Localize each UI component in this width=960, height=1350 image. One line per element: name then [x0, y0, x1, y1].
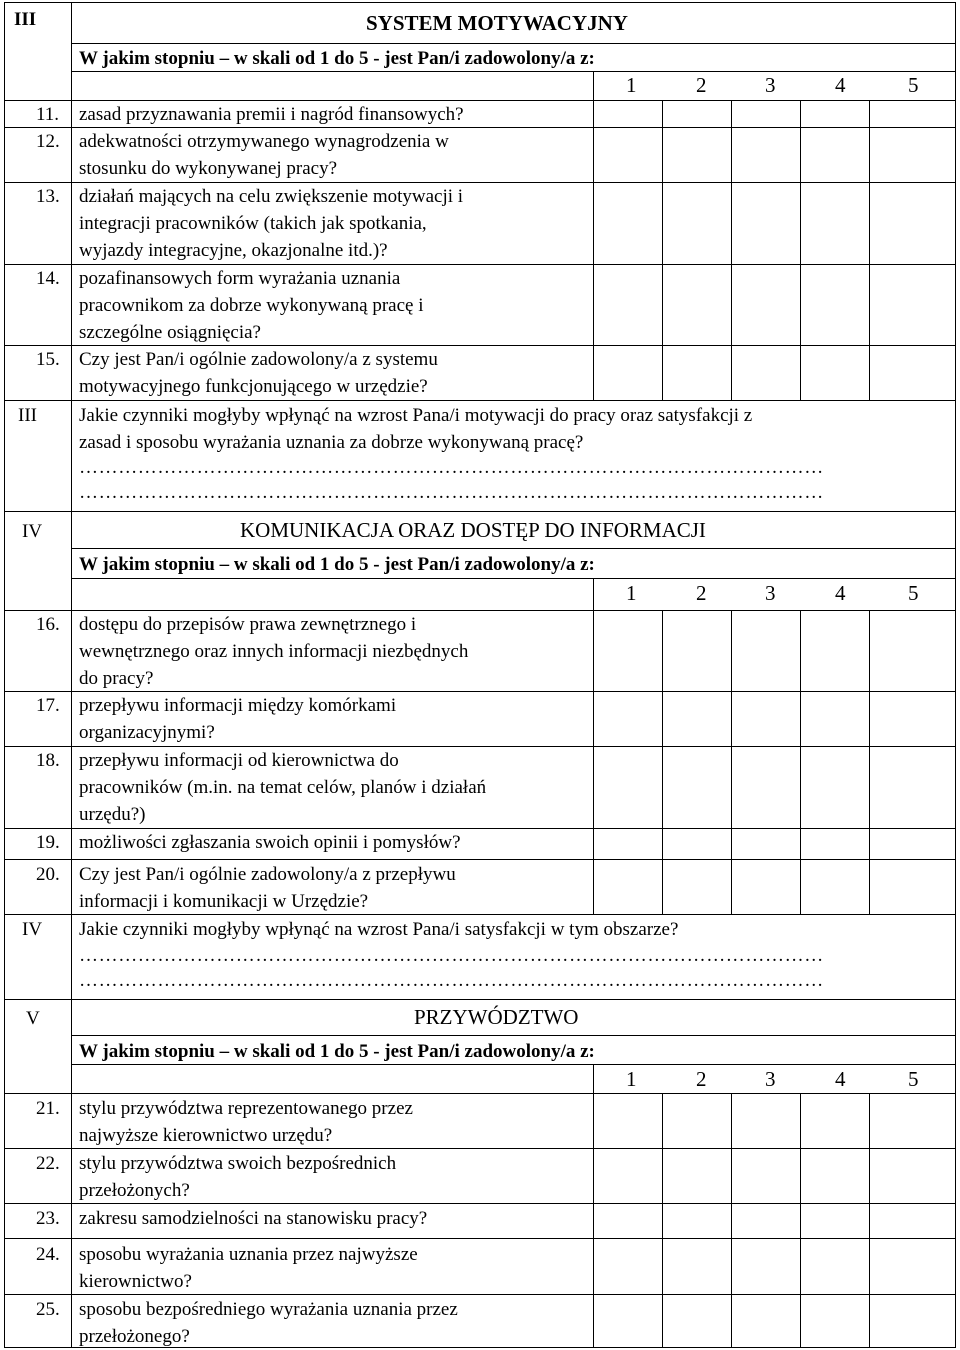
- scale-divider: [800, 100, 801, 401]
- scale-label-4: 4: [835, 73, 846, 97]
- question-text: motywacyjnego funkcjonującego w urzędzie?: [79, 376, 428, 397]
- section-number: V: [26, 1008, 40, 1029]
- question-number: 16.: [36, 614, 60, 635]
- scale-divider: [731, 1093, 732, 1348]
- question-text: przepływu informacji od kierownictwa do: [79, 750, 399, 771]
- question-number: 23.: [36, 1208, 60, 1229]
- row-line: [4, 859, 956, 860]
- section-number: IV: [22, 521, 43, 542]
- scale-divider: [800, 1093, 801, 1348]
- question-text: informacji i komunikacji w Urzędzie?: [79, 891, 369, 912]
- scale-divider: [662, 100, 663, 401]
- row-line: [4, 746, 956, 747]
- table-border: [4, 2, 5, 1348]
- row-line: [4, 691, 956, 692]
- scale-label-5: 5: [908, 73, 919, 97]
- scale-label-2: 2: [696, 1067, 707, 1091]
- row-line: [72, 1064, 956, 1065]
- question-number: 15.: [36, 349, 60, 370]
- row-line: [72, 1035, 956, 1036]
- question-number: 17.: [36, 695, 60, 716]
- table-border: [4, 2, 956, 3]
- row-line: [4, 511, 956, 512]
- question-number: 22.: [36, 1153, 60, 1174]
- scale-label-2: 2: [696, 73, 707, 97]
- scale-prompt: W jakim stopniu – w skali od 1 do 5 - jest Pan/i zadowolony/a z:: [79, 554, 595, 575]
- question-number: 12.: [36, 131, 60, 152]
- question-text: Czy jest Pan/i ogólnie zadowolony/a z systemu: [79, 349, 438, 370]
- question-text: stosunku do wykonywanej pracy?: [79, 158, 338, 179]
- row-line: [4, 100, 956, 101]
- question-text: pozafinansowych form wyrażania uznania: [79, 268, 401, 289]
- question-number: 25.: [36, 1299, 60, 1320]
- row-line: [4, 610, 956, 611]
- question-text: szczególne osiągnięcia?: [79, 322, 261, 343]
- question-text: sposobu wyrażania uznania przez najwyższe: [79, 1244, 418, 1265]
- question-text: kierownictwo?: [79, 1271, 192, 1292]
- question-number: 13.: [36, 186, 60, 207]
- question-text: do pracy?: [79, 668, 154, 689]
- question-text: zasad przyznawania premii i nagród finansowych?: [79, 104, 464, 125]
- question-text: adekwatności otrzymywanego wynagrodzenia w: [79, 131, 449, 152]
- answer-line[interactable]: ……………………………………………………………………………………………………: [79, 482, 824, 503]
- scale-label-3: 3: [765, 581, 776, 605]
- question-text: urzędu?): [79, 804, 146, 825]
- section-title: SYSTEM MOTYWACYJNY: [366, 11, 628, 35]
- scale-divider: [662, 610, 663, 915]
- table-border: [955, 2, 956, 1348]
- row-line: [4, 914, 956, 915]
- row-line: [4, 999, 956, 1000]
- row-line: [72, 578, 956, 579]
- question-text: przepływu informacji między komórkami: [79, 695, 397, 716]
- question-text: możliwości zgłaszania swoich opinii i pomysłów?: [79, 832, 461, 853]
- answer-line[interactable]: ……………………………………………………………………………………………………: [79, 945, 824, 966]
- scale-label-1: 1: [626, 73, 637, 97]
- scale-label-3: 3: [765, 1067, 776, 1091]
- scale-label-4: 4: [835, 1067, 846, 1091]
- question-text: dostępu do przepisów prawa zewnętrznego i: [79, 614, 417, 635]
- answer-line[interactable]: ……………………………………………………………………………………………………: [79, 457, 824, 478]
- scale-divider: [869, 610, 870, 915]
- question-text: przełożonego?: [79, 1326, 190, 1347]
- question-text: wyjazdy integracyjne, okazjonalne itd.)?: [79, 240, 388, 261]
- question-number: 14.: [36, 268, 60, 289]
- scale-divider: [593, 1064, 594, 1348]
- scale-prompt: W jakim stopniu – w skali od 1 do 5 - jest Pan/i zadowolony/a z:: [79, 48, 595, 69]
- open-question-text: Jakie czynniki mogłyby wpłynąć na wzrost Pana/i satysfakcji w tym obszarze?: [79, 919, 679, 940]
- row-line: [4, 828, 956, 829]
- scale-label-1: 1: [626, 1067, 637, 1091]
- question-text: najwyższe kierownictwo urzędu?: [79, 1125, 333, 1146]
- question-text: stylu przywództwa swoich bezpośrednich: [79, 1153, 397, 1174]
- row-line: [72, 43, 956, 44]
- question-text: pracowników (m.in. na temat celów, planów i działań: [79, 777, 487, 798]
- row-line: [72, 548, 956, 549]
- scale-prompt: W jakim stopniu – w skali od 1 do 5 - jest Pan/i zadowolony/a z:: [79, 1041, 595, 1062]
- section-number: III: [14, 9, 37, 30]
- row-line: [4, 1148, 956, 1149]
- row-line: [4, 127, 956, 128]
- open-question-text: Jakie czynniki mogłyby wpłynąć na wzrost Pana/i motywacji do pracy oraz satysfakcji z: [79, 405, 753, 426]
- scale-divider: [731, 100, 732, 401]
- question-text: organizacyjnymi?: [79, 722, 215, 743]
- section-title: PRZYWÓDZTWO: [414, 1005, 579, 1029]
- open-question-number: III: [18, 405, 37, 426]
- open-question-number: IV: [22, 919, 43, 940]
- row-line: [4, 400, 956, 401]
- open-question-text: zasad i sposobu wyrażania uznania za dobrze wykonywaną pracę?: [79, 432, 584, 453]
- question-text: wewnętrznego oraz innych informacji niezbędnych: [79, 641, 469, 662]
- table-border: [4, 1347, 956, 1348]
- question-number: 21.: [36, 1098, 60, 1119]
- question-text: pracownikom za dobrze wykonywaną pracę i: [79, 295, 424, 316]
- scale-divider: [869, 100, 870, 401]
- row-line: [4, 1093, 956, 1094]
- scale-label-3: 3: [765, 73, 776, 97]
- scale-label-1: 1: [626, 581, 637, 605]
- question-text: integracji pracowników (takich jak spotkania,: [79, 213, 427, 234]
- scale-label-2: 2: [696, 581, 707, 605]
- question-text: przełożonych?: [79, 1180, 190, 1201]
- question-number: 11.: [36, 104, 60, 125]
- row-line: [72, 71, 956, 72]
- question-number: 20.: [36, 864, 60, 885]
- question-text: stylu przywództwa reprezentowanego przez: [79, 1098, 413, 1119]
- scale-label-5: 5: [908, 581, 919, 605]
- scale-divider: [800, 610, 801, 915]
- scale-divider: [731, 610, 732, 915]
- scale-divider: [593, 71, 594, 401]
- section-title: KOMUNIKACJA ORAZ DOSTĘP DO INFORMACJI: [240, 518, 706, 542]
- question-number: 18.: [36, 750, 60, 771]
- row-line: [4, 182, 956, 183]
- question-text: Czy jest Pan/i ogólnie zadowolony/a z przepływu: [79, 864, 456, 885]
- scale-divider: [662, 1093, 663, 1348]
- question-text: działań mających na celu zwiększenie motywacji i: [79, 186, 464, 207]
- row-line: [4, 345, 956, 346]
- question-number: 24.: [36, 1244, 60, 1265]
- scale-label-4: 4: [835, 581, 846, 605]
- row-line: [4, 1294, 956, 1295]
- column-divider: [71, 2, 72, 1348]
- scale-label-5: 5: [908, 1067, 919, 1091]
- question-text: sposobu bezpośredniego wyrażania uznania przez: [79, 1299, 458, 1320]
- question-text: zakresu samodzielności na stanowisku pracy?: [79, 1208, 428, 1229]
- scale-divider: [593, 578, 594, 915]
- question-number: 19.: [36, 832, 60, 853]
- row-line: [4, 1203, 956, 1204]
- row-line: [4, 264, 956, 265]
- answer-line[interactable]: ……………………………………………………………………………………………………: [79, 970, 824, 991]
- scale-divider: [869, 1093, 870, 1348]
- row-line: [4, 1238, 956, 1239]
